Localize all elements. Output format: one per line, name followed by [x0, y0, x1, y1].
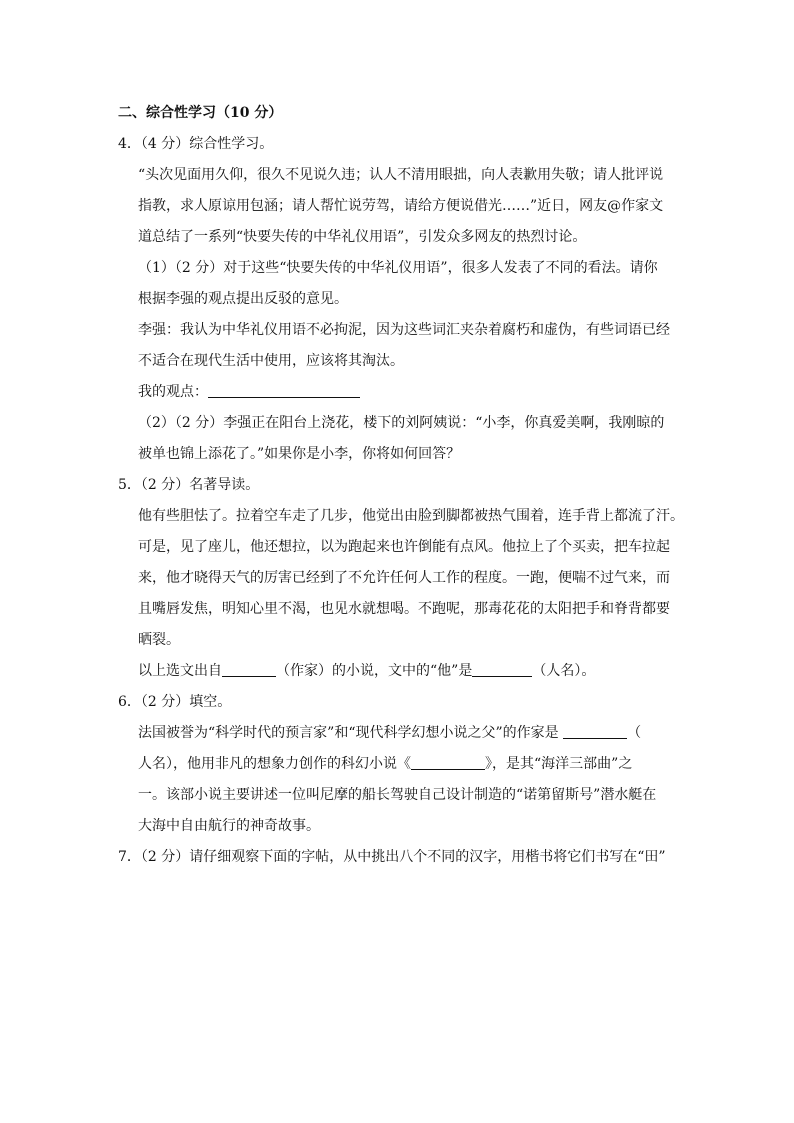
q4-liqiang-line: 不适合在现代生活中使用，应该将其淘汰。 [138, 353, 404, 369]
q5-passage-line: 且嘴唇发焦，明知心里不渴，也见水就想喝。不跑呢，那毒花花的太阳把手和脊背都要 [138, 601, 670, 617]
question-6-header: 6．（2 分）填空。 [118, 694, 232, 710]
q6-text: 》，是其“海洋三部曲”之 [485, 756, 633, 772]
author-blank[interactable] [222, 662, 276, 677]
section-title: 二、综合性学习（10 分） [118, 105, 283, 121]
question-7-header: 7．（2 分）请仔细观察下面的字帖，从中挑出八个不同的汉字，用楷书将它们书写在“田” [118, 849, 666, 865]
my-view-blank[interactable] [208, 383, 360, 398]
q4-part2-line: （2）（2 分）李强正在阳台上浇花，楼下的刘阿姨说：“小李，你真爱美啊，我刚晾的 [138, 415, 665, 431]
q6-line: 一。该部小说主要讲述一位叫尼摩的船长驾驶自己设计制造的“诺第留斯号”潜水艇在 [138, 787, 657, 803]
q4-part1-line: （1）（2 分）对于这些“快要失传的中华礼仪用语”，很多人发表了不同的看法。请你 [138, 260, 658, 276]
q6-text: 法国被誉为“科学时代的预言家”和“现代科学幻想小说之父”的作家是 [138, 725, 564, 741]
question-5-header: 5．（2 分）名著导读。 [118, 477, 260, 493]
novel-title-blank[interactable] [411, 755, 485, 770]
q4-intro-line: 道总结了一系列“快要失传的中华礼仪用语”，引发众多网友的热烈讨论。 [138, 229, 587, 245]
q5-passage-line: 可是，见了座儿，他还想拉，以为跑起来也许倒能有点风。他拉上了个买卖，把车拉起 [138, 539, 670, 555]
q4-intro-line: 指教，求人原谅用包涵；请人帮忙说劳驾，请给方便说借光……”近日，网友@作家文 [138, 198, 664, 214]
q4-intro-line: “头次见面用久仰，很久不见说久违；认人不清用眼拙，向人表歉用失敬；请人批评说 [138, 167, 664, 183]
q6-line [0, 754, 794, 774]
q4-part1-line: 根据李强的观点提出反驳的意见。 [138, 291, 348, 307]
q4-liqiang-line: 李强：我认为中华礼仪用语不必拘泥，因为这些词汇夹杂着腐朽和虚伪，有些词语已经 [138, 322, 670, 338]
q6-text: （ [627, 725, 642, 741]
question-4-header: 4．（4 分）综合性学习。 [118, 136, 274, 152]
q4-part2-line: 被单也锦上添花了。”如果你是小李，你将如何回答？ [138, 446, 461, 462]
my-view-row [0, 382, 794, 402]
q6-line [0, 723, 794, 743]
q5-answer-text: （作家）的小说，文中的“他”是 [276, 663, 473, 679]
my-view-label: 我的观点： [138, 384, 208, 400]
q6-text: 人名），他用非凡的想象力创作的科幻小说《 [138, 756, 411, 772]
q5-answer-row [0, 661, 794, 681]
french-author-blank[interactable] [563, 724, 627, 739]
q5-answer-text: 以上选文出自 [138, 663, 222, 679]
q5-passage-line: 他有些胆怯了。拉着空车走了几步，他觉出由脸到脚都被热气围着，连手背上都流了汗。 [138, 508, 684, 524]
q5-passage-line: 来，他才晓得天气的厉害已经到了不允许任何人工作的程度。一跑，便喘不过气来，而 [138, 570, 670, 586]
q6-line: 大海中自由航行的神奇故事。 [138, 818, 320, 834]
q5-answer-text: （人名）。 [532, 663, 596, 679]
character-name-blank[interactable] [472, 662, 532, 677]
q5-passage-line: 晒裂。 [138, 632, 180, 648]
